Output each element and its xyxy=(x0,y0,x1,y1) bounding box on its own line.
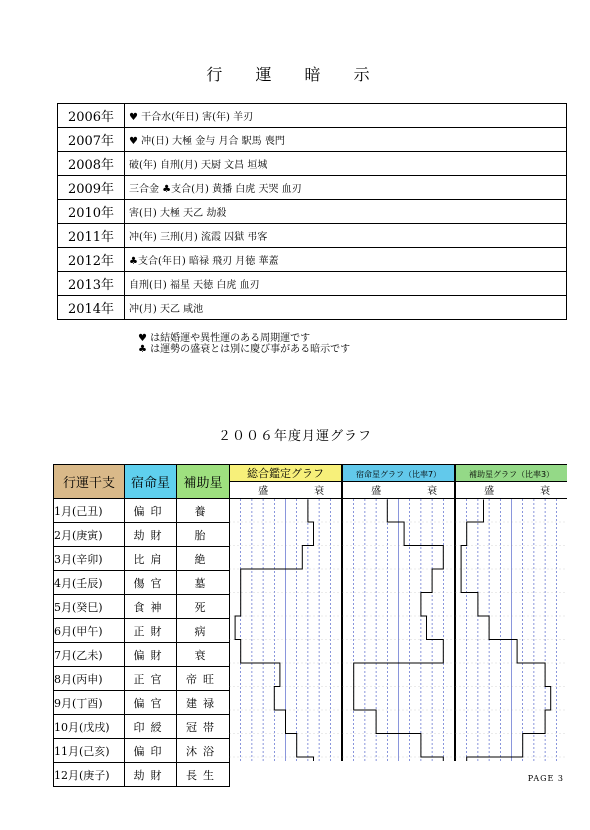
month-row xyxy=(54,643,230,667)
month-label: 4月(壬辰) xyxy=(54,571,125,595)
year-label: 2010年 xyxy=(58,200,125,224)
support-star: 冠帯 xyxy=(177,715,230,739)
page-title: 行 運 暗 示 xyxy=(206,65,384,84)
support-star: 胎 xyxy=(177,523,230,547)
month-row xyxy=(54,595,230,619)
graph-title: ２００６年度月運グラフ xyxy=(217,429,372,444)
year-label: 2006年 xyxy=(58,104,125,128)
year-label: 2009年 xyxy=(58,176,125,200)
year-label: 2013年 xyxy=(58,272,125,296)
year-fortune-text: ♥ 干合水(年日) 害(年) 羊刃 xyxy=(125,104,567,128)
graph-header-label: 補助星グラフ（比率3） xyxy=(468,470,555,479)
month-label: 7月(乙未) xyxy=(54,643,125,667)
year-label: 2011年 xyxy=(58,224,125,248)
year-row xyxy=(58,272,567,296)
destiny-star: 傷官 xyxy=(125,571,177,595)
year-fortune-text: 害(日) 大極 天乙 劫殺 xyxy=(125,200,567,224)
support-star: 病 xyxy=(177,619,230,643)
graph-subheader xyxy=(456,482,568,499)
support-star: 絶 xyxy=(177,547,230,571)
month-label: 10月(戊戌) xyxy=(54,715,125,739)
support-star: 墓 xyxy=(177,571,230,595)
month-label: 3月(辛卯) xyxy=(54,547,125,571)
graph-header-label: 総合鑑定グラフ xyxy=(247,467,324,480)
support-star: 建禄 xyxy=(177,691,230,715)
label-prosperity: 盛 xyxy=(371,486,382,497)
month-label: 9月(丁酉) xyxy=(54,691,125,715)
destiny-star: 劫財 xyxy=(125,523,177,547)
support-star: 帝旺 xyxy=(177,667,230,691)
destiny-star: 偏印 xyxy=(125,739,177,763)
year-label: 2014年 xyxy=(58,296,125,320)
label-prosperity: 盛 xyxy=(484,486,495,497)
year-fortune-text: 冲(年) 三刑(月) 流霞 囚獄 弔客 xyxy=(125,224,567,248)
destiny-star: 食神 xyxy=(125,595,177,619)
destiny-star: 偏財 xyxy=(125,643,177,667)
month-label: 5月(癸巳) xyxy=(54,595,125,619)
year-fortune-text: 破(年) 自刑(月) 天厨 文昌 垣城 xyxy=(125,152,567,176)
monthly-table xyxy=(53,464,230,787)
month-label: 8月(丙申) xyxy=(54,667,125,691)
label-decline: 衰 xyxy=(314,486,325,497)
month-label: 6月(甲午) xyxy=(54,619,125,643)
destiny-star: 印綬 xyxy=(125,715,177,739)
year-row xyxy=(58,128,567,152)
legend-heart: ♥ は結婚運や異性運のある周期運です xyxy=(138,333,311,344)
destiny-star: 比肩 xyxy=(125,547,177,571)
month-row xyxy=(54,691,230,715)
graph-header-label: 宿命星グラフ（比率7） xyxy=(355,470,442,479)
month-row xyxy=(54,499,230,523)
year-row xyxy=(58,224,567,248)
header-support-star: 補助星 xyxy=(177,465,230,499)
legend xyxy=(138,333,350,355)
month-row xyxy=(54,523,230,547)
year-row xyxy=(58,296,567,320)
legend-club: ♣ は運勢の盛衰とは別に慶び事がある暗示です xyxy=(138,344,351,355)
header-destiny-star: 宿命星 xyxy=(125,465,177,499)
year-fortune-text: 三合金 ♣支合(月) 黄播 白虎 天哭 血刃 xyxy=(125,176,567,200)
year-fortune-text: 自刑(日) 福星 天徳 白虎 血刃 xyxy=(125,272,567,296)
month-row xyxy=(54,571,230,595)
label-prosperity: 盛 xyxy=(258,486,269,497)
month-row xyxy=(54,619,230,643)
year-fortune-text: 冲(月) 天乙 咸池 xyxy=(125,296,567,320)
year-row xyxy=(58,248,567,272)
graph-subheader xyxy=(343,482,455,499)
month-label: 11月(己亥) xyxy=(54,739,125,763)
support-star: 死 xyxy=(177,595,230,619)
year-row xyxy=(58,104,567,128)
month-row xyxy=(54,715,230,739)
destiny-star: 偏印 xyxy=(125,499,177,523)
destiny-star: 偏官 xyxy=(125,691,177,715)
year-label: 2012年 xyxy=(58,248,125,272)
support-star: 沐浴 xyxy=(177,739,230,763)
month-label: 2月(庚寅) xyxy=(54,523,125,547)
destiny-star: 正財 xyxy=(125,619,177,643)
support-star: 養 xyxy=(177,499,230,523)
year-label: 2008年 xyxy=(58,152,125,176)
month-label: 1月(己丑) xyxy=(54,499,125,523)
page-number: PAGE 3 xyxy=(527,774,564,783)
year-label: 2007年 xyxy=(58,128,125,152)
monthly-graphs xyxy=(229,464,567,761)
label-decline: 衰 xyxy=(540,486,551,497)
year-fortune-text: ♥ 冲(日) 大極 金与 月合 駅馬 喪門 xyxy=(125,128,567,152)
year-row xyxy=(58,152,567,176)
destiny-star: 劫財 xyxy=(125,763,177,787)
month-row xyxy=(54,739,230,763)
month-row xyxy=(54,667,230,691)
graph-subheader xyxy=(230,482,342,499)
yearly-fortune-table xyxy=(57,103,567,320)
header-period: 行運干支 xyxy=(54,465,125,499)
year-row xyxy=(58,176,567,200)
month-row xyxy=(54,763,230,787)
year-fortune-text: ♣支合(年日) 暗禄 飛刃 月徳 華蓋 xyxy=(125,248,567,272)
support-star: 長生 xyxy=(177,763,230,787)
support-star: 衰 xyxy=(177,643,230,667)
month-label: 12月(庚子) xyxy=(54,763,125,787)
destiny-star: 正官 xyxy=(125,667,177,691)
label-decline: 衰 xyxy=(427,486,438,497)
month-row xyxy=(54,547,230,571)
year-row xyxy=(58,200,567,224)
